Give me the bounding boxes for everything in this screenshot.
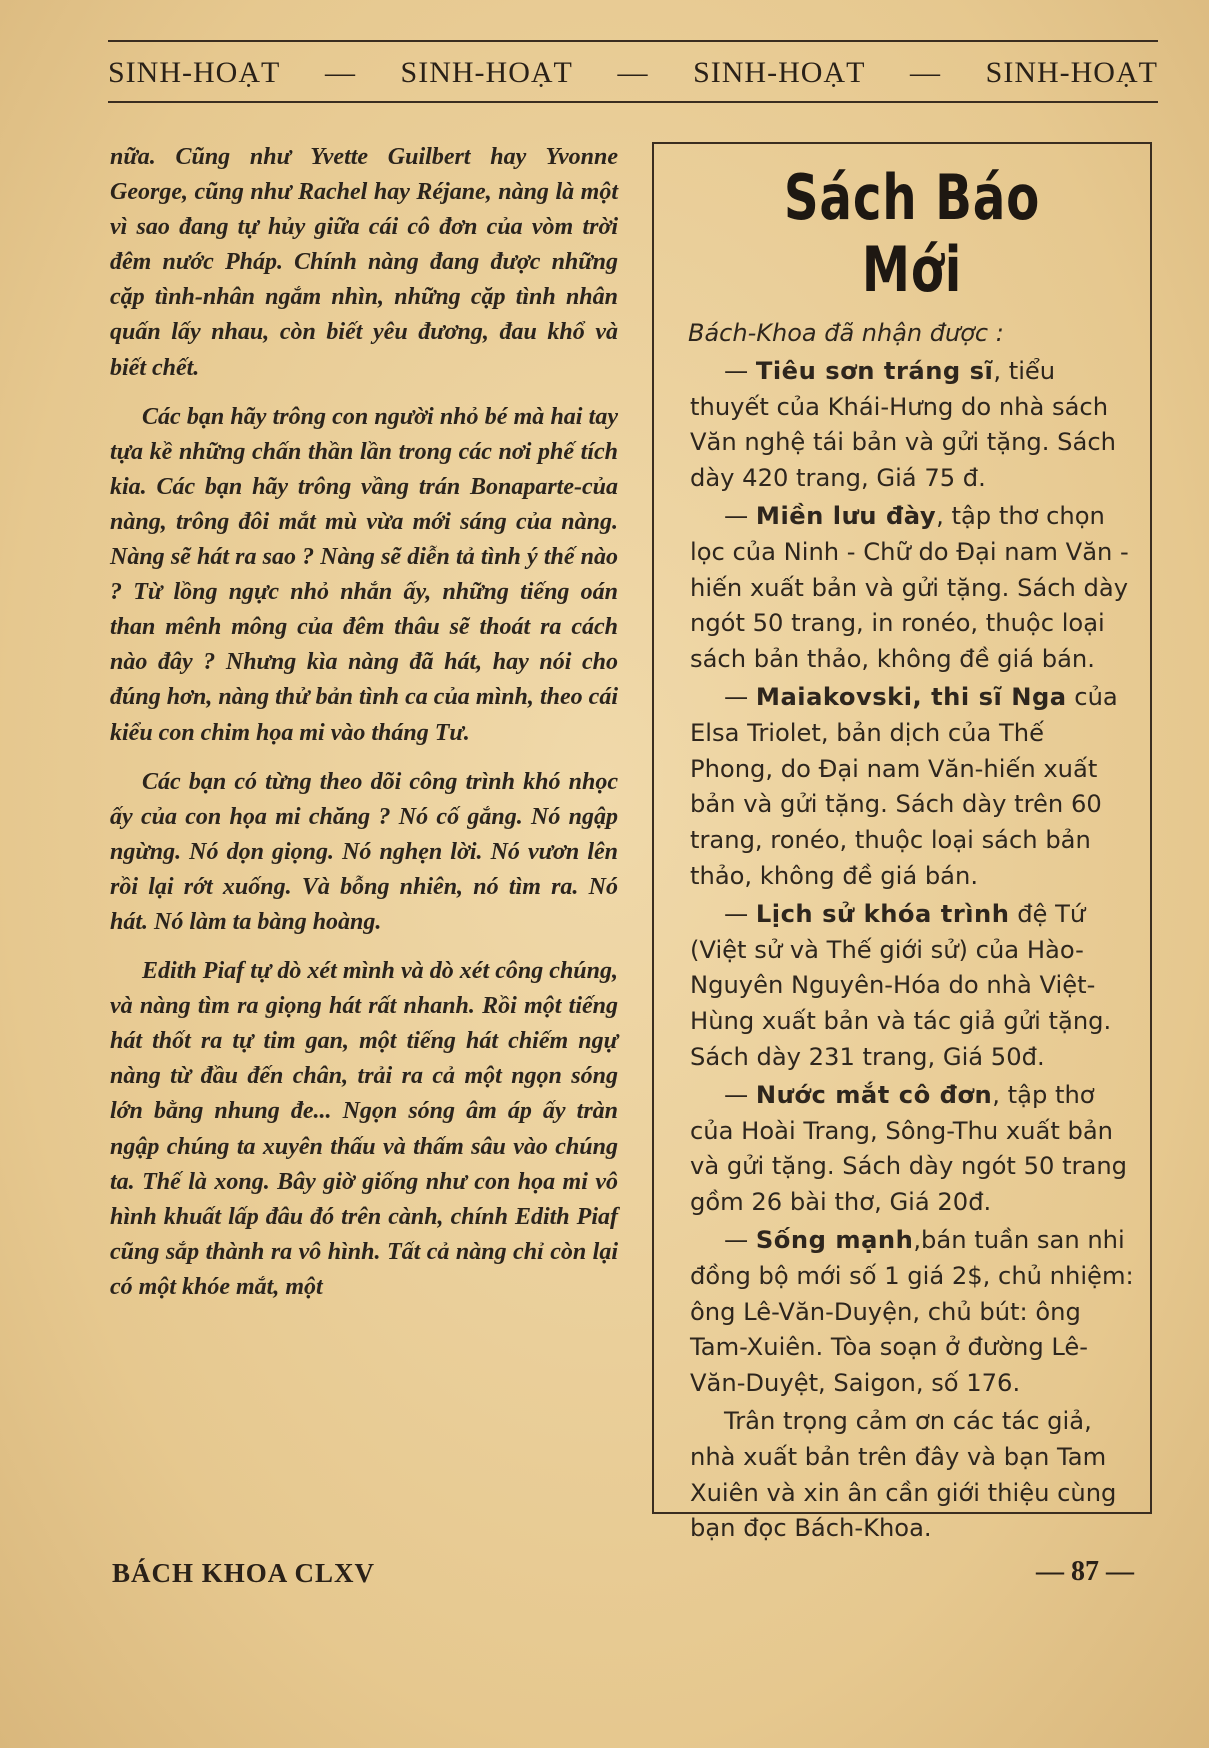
box-subtitle: Bách-Khoa đã nhận được : [688, 319, 1004, 347]
running-head-separator: — [324, 56, 356, 89]
running-head-item: SINH-HOẠT [108, 56, 281, 89]
header-rule [108, 101, 1158, 103]
entry-title: Tiêu sơn tráng sĩ [755, 356, 994, 385]
box-title: Sách Báo Mới [783, 161, 1041, 306]
running-head-item: SINH-HOẠT [400, 56, 573, 89]
article-paragraph: Edith Piaf tự dò xét mình và dò xét công chúng, và nàng tìm ra giọng hát rất nhanh. Rồi một tiếng hát thốt ra tự tim gan, một tiếng hát chiếm ngự nàng từ đầu đến chân, trải ra cả một ngọn sóng lớn bằng nhung đe... Ngọn sóng âm áp ấy tràn ngập chúng ta xuyên thấu và thấm sâu vào chúng ta. Thế là xong. Bây giờ giống như con họa mi vô hình khuất lấp đâu đó trên cành, chính Edith Piaf cũng sắp thành ra vô hình. Tất cả nàng chỉ còn lại có một khóe mắt, một [110, 958, 618, 1300]
entry-title: Miền lưu đày [755, 501, 937, 530]
entry-dash: — [724, 899, 756, 928]
page-number: — 87 — [1036, 1556, 1134, 1587]
magazine-issue: BÁCH KHOA CLXV [112, 1558, 376, 1588]
book-entry [690, 897, 1134, 1076]
article-paragraph: nữa. Cũng như Yvette Guilbert hay Yvonne George, cũng như Rachel hay Réjane, nàng là một vì sao đang tự hủy giữa cái cô đơn của vòm trời đêm nước Pháp. Chính nàng đang được những cặp tình-nhân ngắm nhìn, những cặp tình nhân quấn lấy nhau, còn biết yêu đương, đau khổ và biết chết. [110, 144, 618, 381]
entry-title: Lịch sử khóa trình [755, 899, 1010, 928]
entry-dash: — [724, 501, 756, 530]
entry-dash: — [724, 356, 756, 385]
book-entry [690, 354, 1134, 497]
entry-text: đệ Tứ (Việt sử và Thế giới sử) của Hào-Nguyên Nguyên-Hóa do nhà Việt-Hùng xuất bản và tác giả gửi tặng. Sách dày 231 trang, Giá 50đ. [690, 899, 1112, 1071]
new-books-box [652, 142, 1152, 1543]
article-paragraph: Các bạn hãy trông con người nhỏ bé mà hai tay tựa kề những chấn thần lần trong các nơi phế tích kia. Các bạn hãy trông vầng trán Bonaparte-của nàng, trông đôi mắt mù vừa mới sáng của nàng. Nàng sẽ hát ra sao ? Nàng sẽ diễn tả tình ý thế nào ? Từ lồng ngực nhỏ nhắn ấy, những tiếng oán than mênh mông của đêm thâu sẽ thoát ra cách nào đây ? Nhưng kìa nàng đã hát, hay nói cho đúng hơn, nàng thử bản tình ca của mình, theo cái kiểu con chim họa mi vào tháng Tư. [110, 403, 618, 746]
book-entry [690, 499, 1134, 678]
running-head [108, 52, 1158, 94]
entry-title: Sống mạnh [755, 1225, 914, 1254]
entry-title: Nước mắt cô đơn [755, 1080, 993, 1109]
entry-title: Maiakovski, thi sĩ Nga [755, 682, 1067, 711]
running-head-separator: — [617, 56, 649, 89]
running-head-separator: — [910, 56, 942, 89]
article-paragraph: Các bạn có từng theo dõi công trình khó nhọc ấy của con họa mi chăng ? Nó cố gắng. Nó ngập ngừng. Nó dọn giọng. Nó nghẹn lời. Nó vươn lên rồi lại rớt xuống. Và bỗng nhiên, nó tìm ra. Nó hát. Nó làm ta bàng hoàng. [110, 768, 618, 935]
closing-note: Trân trọng cảm ơn các tác giả, nhà xuất bản trên đây và bạn Tam Xuiên và xin ân cần giới thiệu cùng bạn đọc Bách-Khoa. [690, 1406, 1117, 1543]
entry-text: của Elsa Triolet, bản dịch của Thế Phong, do Đại nam Văn-hiến xuất bản và gửi tặng. Sách dày trên 60 trang, ronéo, thuộc loại sách bản thảo, không đề giá bán. [690, 682, 1118, 890]
entry-text: , tập thơ của Hoài Trang, Sông-Thu xuất bản và gửi tặng. Sách dày ngót 50 trang gồm 26 bài thơ, Giá 20đ. [690, 1080, 1128, 1217]
book-entry [690, 680, 1134, 895]
entry-text: , tập thơ chọn lọc của Ninh - Chữ do Đại nam Văn - hiến xuất bản và gửi tặng. Sách dày ngót 50 trang, in ronéo, thuộc loại sách bản thảo, không đề giá bán. [690, 501, 1129, 674]
entry-dash: — [724, 1080, 756, 1109]
running-head-item: SINH-HOẠT [985, 56, 1158, 89]
article-column [110, 140, 618, 1319]
top-rule [108, 40, 1158, 42]
entry-dash: — [724, 682, 756, 711]
book-entry [690, 1078, 1134, 1221]
running-head-item: SINH-HOẠT [693, 56, 866, 89]
entry-dash: — [724, 1225, 756, 1254]
entry-text: ,bán tuần san nhi đồng bộ mới số 1 giá 2$, chủ nhiệm: ông Lê-Văn-Duyện, chủ bút: ông Tam-Xuiên. Tòa soạn ở đường Lê-Văn-Duyệt, Saigon, số 176. [690, 1225, 1134, 1398]
entry-text: , tiểu thuyết của Khái-Hưng do nhà sách Văn nghệ tái bản và gửi tặng. Sách dày 420 trang, Giá 75 đ. [690, 356, 1116, 493]
book-entry [690, 1223, 1134, 1402]
